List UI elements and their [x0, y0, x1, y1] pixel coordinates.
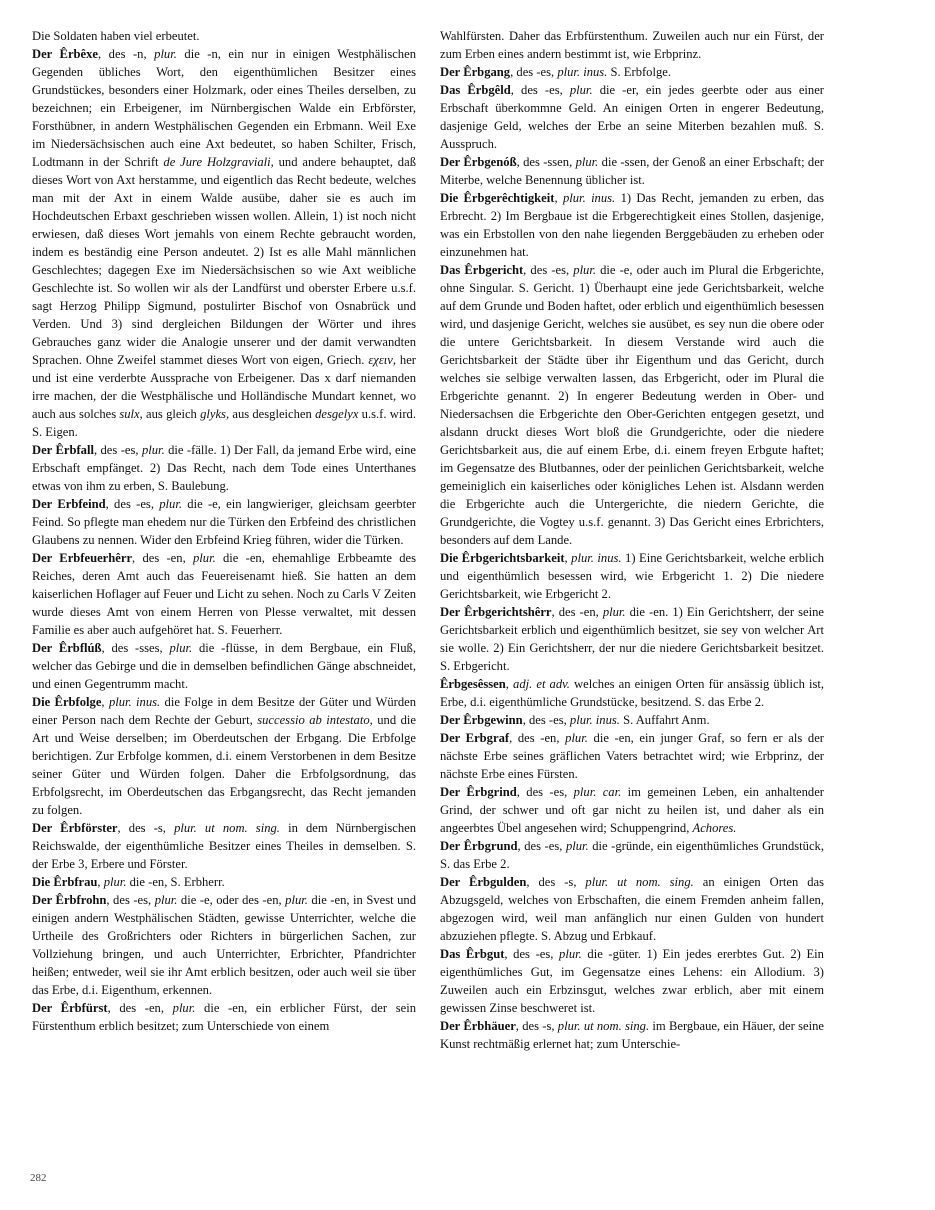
entry-text: , des -en,: [551, 605, 603, 619]
dictionary-entry: [440, 711, 824, 729]
entry-italic: plur. inus.: [562, 191, 616, 205]
entry-text: Wahlfürsten. Daher das Erbfürstenthum. Zuweilen auch nur ein Fürst, der zum Erben eines andern bestimmt ist, wie Erbprinz.: [440, 29, 824, 61]
entry-headword: Der Erbfeuerhêrr: [32, 551, 133, 565]
entry-italic: plur.: [285, 893, 308, 907]
entry-headword: Das Êrbgericht: [440, 263, 524, 277]
entry-text: die Folge in dem Besitze der Güter und Würden einer Person nach dem Rechte der Geburt,: [32, 695, 417, 727]
dictionary-entry: [440, 837, 824, 873]
entry-text: , des -es,: [523, 263, 574, 277]
entry-headword: Der Êrbgulden: [440, 875, 527, 889]
entry-text: , des -es,: [517, 839, 566, 853]
right-column: [440, 27, 824, 1053]
dictionary-entry: [32, 873, 416, 891]
entry-italic: εχειν,: [368, 353, 397, 367]
entry-text: im Bergbaue, ein Häuer, der seine Kunst rechtmäßig erlernet hat; zum Unterschie-: [440, 1019, 824, 1051]
entry-headword: Der Êrbflúß: [32, 641, 102, 655]
dictionary-entry: [440, 27, 824, 63]
entry-text: , des -en,: [107, 1001, 173, 1015]
entry-italic: plur.: [192, 551, 216, 565]
entry-text: die -n, ein nur in einigen Westphälischen Gegenden übliches Wort, den eigenthümlichen Besitzer eines Grundstückes, besonders einer Holzmark, oder eines Theiles derselben, zu bezeichnen; ein Erbeigener, im Nürnbergischen Walde ein Erbförster, Forsthübner, in andern Westphälischen Gegenden ein Erbmann. Weil Exe im Niedersächsischen auch eine Axt bedeutet, so haben Schilter, Frisch, Lodtmann in der Schrift: [32, 47, 416, 169]
dictionary-entry: [32, 549, 416, 639]
dictionary-entry: [440, 945, 824, 1017]
entry-text: , des -es,: [93, 443, 142, 457]
entry-text: die -e, oder des -en,: [177, 893, 286, 907]
dictionary-entry: [440, 81, 824, 153]
entry-italic: plur. ut nom. sing.: [585, 875, 694, 889]
entry-text: welches an einigen Orten für ansässig üblich ist, Erbe, d.i. eigenthümliche Grundstücke, besitzend. S. das Erbe 2.: [440, 677, 825, 709]
entry-text: , des -n,: [98, 47, 155, 61]
dictionary-entry: [32, 441, 416, 495]
entry-italic: plur.: [569, 83, 593, 97]
dictionary-entry: [32, 639, 416, 693]
entry-italic: plur.: [154, 893, 178, 907]
entry-italic: plur.: [103, 875, 127, 889]
entry-italic: plur.: [172, 1001, 196, 1015]
entry-text: , des -en,: [509, 731, 566, 745]
entry-italic: plur.: [169, 641, 193, 655]
entry-italic: plur.: [565, 731, 588, 745]
entry-text: u.s.f. wird. S. Eigen.: [32, 407, 416, 439]
dictionary-entry: [32, 693, 416, 819]
entry-italic: plur. inus.: [569, 713, 620, 727]
entry-headword: Der Êrbgenóß: [440, 155, 517, 169]
dictionary-entry: [440, 189, 824, 261]
entry-italic: plur.: [602, 605, 626, 619]
dictionary-entry: [440, 1017, 824, 1053]
entry-text: , des -es,: [106, 893, 155, 907]
entry-headword: Der Êrbgerichtshêrr: [440, 605, 552, 619]
entry-text: 1) Das Recht, jemanden zu erben, das Erbrecht. 2) Im Bergbaue ist die Erbgerechtigkeit eines Stollen, dasjenige, was ein Erbstollen von den nahe liegenden Berggebäuden zu erheben oder einzunehmen hat.: [440, 191, 825, 259]
entry-text: im gemeinen Leben, ein anhaltender Grind, der schwer und oft gar nicht zu heilen ist, und daher als ein angeerbtes Übel angesehen wird; Schuppengrind,: [440, 785, 825, 835]
entry-headword: Der Êrbfürst: [32, 1001, 108, 1015]
entry-text: , des -es,: [522, 713, 570, 727]
entry-text: und andere behauptet, daß dieses Wort von Axt herstamme, und eigentlich das Recht bedeute, welches man mit der Axt in einem Walde ausübe, daher sie es auch im Hochdeutschen Erbaxt geschrieben wissen wollen. Allein, 1) ist noch nicht erwiesen, daß dieses Wort jemahls von einem Rechte gebraucht worden, indem es beständig eine Person andeutet. 2) Ist es alle Mahl männlichen Geschlechtes; dagegen Exe im Niedersächsischen so wie Axt weibliche Geschlechte ist. So wollen wir als der Landfürst und oberster Erbere u.s.f. sagt Herzog Philipp Sigmund, postulirter Bischof von Osnabrück und Verden. Und 3) sind dergleichen Bildungen der Wörter und ihres Gebrauches ganz wider die Analogie unserer und der damit verwandten Sprachen. Ohne Zweifel stammet dieses Wort von eigen, Griech.: [32, 155, 416, 367]
entry-italic: plur.: [159, 497, 182, 511]
entry-text: S. Auffahrt Anm.: [619, 713, 710, 727]
entry-text: die -flüsse, in dem Bergbaue, ein Fluß, welcher das Gebirge und die in demselben befindlichen Gänge abschneidet, und einen Gegentrumm macht.: [32, 641, 417, 691]
entry-headword: Die Êrbfolge: [32, 695, 102, 709]
entry-text: 1) Eine Gerichtsbarkeit, welche erblich und eigenthümlich besessen wird, wie Erbgericht 1. 2) Die niedere Gerichtsbarkeit, wie Erbgericht 2.: [440, 551, 825, 601]
entry-text: , des -sses,: [101, 641, 170, 655]
entry-italic: plur.: [559, 947, 582, 961]
entry-italic: plur. inus.: [557, 65, 608, 79]
entry-text: , des -s,: [117, 821, 175, 835]
entry-headword: Die Êrbgerêchtigkeit: [440, 191, 555, 205]
entry-text: die -en, ein erblicher Fürst, der sein Fürstenthum erblich besitzet; zum Unterschiede von einem: [32, 1001, 416, 1033]
entry-text: ,: [101, 695, 109, 709]
entry-italic: plur. ut nom. sing.: [174, 821, 280, 835]
dictionary-entry: [440, 549, 824, 603]
page-number: 282: [30, 1172, 47, 1184]
entry-text: die -en, S. Erbherr.: [126, 875, 225, 889]
dictionary-entry: [440, 261, 824, 549]
entry-headword: Das Êrbgut: [440, 947, 505, 961]
dictionary-entry: [440, 603, 824, 675]
entry-text: , des -es,: [504, 947, 560, 961]
entry-text: in dem Nürnbergischen Reichswalde, der eigenthümliche Besitzer eines Theiles in demselben. S. der Erbe 3, Erbere und Förster.: [32, 821, 416, 871]
entry-italic: plur. ut nom. sing.: [557, 1019, 650, 1033]
entry-headword: Der Êrbgang: [440, 65, 511, 79]
entry-italic: plur.: [575, 155, 599, 169]
entry-text: ,: [554, 191, 563, 205]
dictionary-entry: [440, 63, 824, 81]
entry-text: , des -es,: [510, 83, 570, 97]
entry-headword: Die Êrbfrau: [32, 875, 98, 889]
entry-text: die -e, oder auch im Plural die Erbgerichte, ohne Singular. S. Gericht. 1) Überhaupt eine jede Gerichtsbarkeit, welche auf dem Grunde und Boden haftet, oder erblich und eigenthümlich besessen wird, und dasjenige Gericht, welches sie ausübet, es sey nun die obere oder die untere Gerichtsbarkeit. In diesem Verstande wird auch die Gerichtsbarkeit der Städte über ihr Eigenthum und das Gericht, durch welches sie selbige verwalten lassen, das Erbgericht, oder im Plural die Erbgerichte genannt. 2) In engerer Bedeutung werden in Ober- und Niedersachsen die Erbgerichte den Ober-Gerichten entgegen gesetzt, und alsdann druckt dieses Wort bloß die Grundgerichte, oder die niedere Gerichtsbarkeit aus, die auf einem Erbe, d.i. einem freyen Erbgute haftet; im Gegensatze des Blutbannes, oder der peinlichen Gerichtsbarkeit, welche gemeiniglich ein kaiserliches oder königliches Lehen ist. Alsdann werden die Erbgerichte auch die Untergerichte, die niedern Gerichte, die Grundgerichte, die Vogtey u.s.f. genannt. 3) Das Gericht eines Erbrichters, besonders auf dem Lande.: [440, 263, 824, 547]
entry-italic: plur.: [565, 839, 589, 853]
entry-text: Die Soldaten haben viel erbeutet.: [32, 29, 200, 43]
entry-text: die -gründe, ein eigenthümliches Grundstück, S. das Erbe 2.: [440, 839, 824, 871]
entry-text: die -en, ein junger Graf, so fern er als der nächste Erbe seines gräflichen Vaters betrachtet wird; wie Erbprinz, der nächste Erbe eines Fürsten.: [440, 731, 824, 781]
entry-italic: plur. inus.: [108, 695, 161, 709]
entry-italic: plur.: [141, 443, 165, 457]
entry-text: , des -es,: [510, 65, 558, 79]
entry-italic: sulx,: [119, 407, 143, 421]
dictionary-entry: [32, 45, 416, 441]
entry-italic: desgelyx: [315, 407, 359, 421]
entry-italic: plur. inus.: [571, 551, 622, 565]
entry-text: aus gleich: [142, 407, 201, 421]
entry-text: die -en, ehemahlige Erbbeamte des Reiches, deren Amt auch das Feuereisenamt hieß. Sie hatten an dem kaiserlichen Hoflager auf Feuer und Licht zu sehen. Noch zu Carls V Zeiten wurde dieses Amt von einem Herren von Plesse verwaltet, mit dessen Familie es aber auch aufgehöret hat. S. Feuerherr.: [32, 551, 416, 637]
entry-text: die -er, ein jedes geerbte oder aus einer Erbschaft überkommne Geld. An einigen Orten in engerer Bedeutung, dasjenige Geld, welches der Erbe an seine Miterben bezahlen muß. S. Ausspruch.: [440, 83, 825, 151]
entry-text: an einigen Orten das Abzugsgeld, welches von Erbschaften, die einem Fremden anheim fallen, abgezogen wird, weil man anfänglich nur einen Gulden von hundert abzuziehen pflegte. S. Abzug und Erbkauf.: [440, 875, 825, 943]
entry-italic: successio ab intestato,: [257, 713, 373, 727]
dictionary-entry: [440, 783, 824, 837]
entry-text: , des -es,: [105, 497, 160, 511]
entry-italic: de Jure Holzgraviali,: [163, 155, 274, 169]
dictionary-entry: [32, 27, 416, 45]
entry-text: , des -s,: [526, 875, 586, 889]
entry-italic: adj. et adv.: [513, 677, 570, 691]
dictionary-entry: [440, 873, 824, 945]
entry-text: , des -es,: [516, 785, 574, 799]
entry-text: die -en. 1) Ein Gerichtsherr, der seine Gerichtsbarkeit erblich und eigenthümlich besitzet, sie sey von welcher Art sie wolle. 2) Ein Gerichtsherr, der nur die niedere Gerichtsbarkeit besitzet. S. Erbgericht.: [440, 605, 824, 673]
entry-text: die -e, ein langwieriger, gleichsam geerbter Feind. So pflegte man ehedem nur die Türken den Erbfeind des christlichen Glaubens zu nennen. Wider den Erbfeind Krieg führen, wider die Türken.: [32, 497, 416, 547]
entry-text: ,: [505, 677, 514, 691]
dictionary-entry: [440, 675, 824, 711]
entry-text: her und ist eine verderbte Aussprache von Erbeigener. Das x darf niemanden irre machen, der die Westphälische und Holländische Mundart kennet, wo auch aus solches: [32, 353, 416, 421]
dictionary-entry: [440, 729, 824, 783]
entry-headword: Der Êrbfrohn: [32, 893, 107, 907]
entry-text: , des -ssen,: [516, 155, 576, 169]
entry-headword: Das Êrbgêld: [440, 83, 511, 97]
entry-italic: plur.: [154, 47, 177, 61]
entry-headword: Der Êrbfall: [32, 443, 94, 457]
entry-headword: Die Êrbgerichtsbarkeit: [440, 551, 565, 565]
entry-text: und die Art und Weise derselben; im Oberdeutschen der Erbgang. Die Erbfolge berichtigen. Zur Erbfolge kommen, d.i. einem Verstorbenen in dem Besitze seiner Güter und Würden folgen. Daher die Erbfolgsordnung, das Erbfolgsrecht, im Oberdeutschen das Erbgangsrecht, das Recht jemanden zu folgen.: [32, 713, 416, 817]
dictionary-entry: [440, 153, 824, 189]
entry-text: die -fälle. 1) Der Fall, da jemand Erbe wird, eine Erbschaft empfänget. 2) Das Recht, nach dem Tode eines Unterthanes etwas von ihm zu erben, S. Baulebung.: [32, 443, 416, 493]
entry-headword: Êrbgesêssen: [440, 677, 506, 691]
entry-text: , des -s,: [515, 1019, 558, 1033]
entry-headword: Der Êrbhäuer: [440, 1019, 516, 1033]
entry-headword: Der Êrbgrind: [440, 785, 517, 799]
entry-text: ,: [564, 551, 572, 565]
entry-headword: Der Êrbgrund: [440, 839, 518, 853]
dictionary-entry: [32, 999, 416, 1035]
entry-italic: glyks,: [200, 407, 230, 421]
dictionary-entry: [32, 495, 416, 549]
entry-text: ,: [97, 875, 104, 889]
entry-italic: plur. car.: [573, 785, 622, 799]
entry-text: aus desgleichen: [229, 407, 316, 421]
dictionary-entry: [32, 819, 416, 873]
left-column: [32, 27, 416, 1035]
entry-headword: Der Erbfeind: [32, 497, 106, 511]
entry-headword: Der Êrbförster: [32, 821, 118, 835]
entry-headword: Der Êrbgewinn: [440, 713, 523, 727]
entry-text: , des -en,: [132, 551, 193, 565]
entry-text: die -güter. 1) Ein jedes ererbtes Gut. 2) Ein eigenthümliches Gut, im Gegensatze eines Lehens: ein Allodium. 3) Zuweilen auch ein Erbzinsgut, welches zwar erblich, aber mit einem gewissen Zinse beschweret ist.: [440, 947, 824, 1015]
entry-headword: Der Êrbêxe: [32, 47, 99, 61]
entry-italic: Achores.: [692, 821, 737, 835]
entry-text: S. Erbfolge.: [607, 65, 672, 79]
entry-italic: plur.: [573, 263, 597, 277]
entry-text: die -en, in Svest und einigen andern Westphälischen Städten, gewisse Unterrichter, welche die Urtheile des Großrichters oder Richters in bürgerlichen Sachen, zur Vollziehung bringen, und auch Unterrichter, Erbrichter, Pfandrichter heißen; entweder, weil sie ihr Amt erblich besitzen, oder auch weil sie über das Erbe, d.i. Eigenthum, erkennen.: [32, 893, 416, 997]
entry-headword: Der Erbgraf: [440, 731, 510, 745]
entry-text: die -ssen, der Genoß an einer Erbschaft; der Miterbe, welche Benennung üblicher ist.: [440, 155, 824, 187]
dictionary-entry: [32, 891, 416, 999]
